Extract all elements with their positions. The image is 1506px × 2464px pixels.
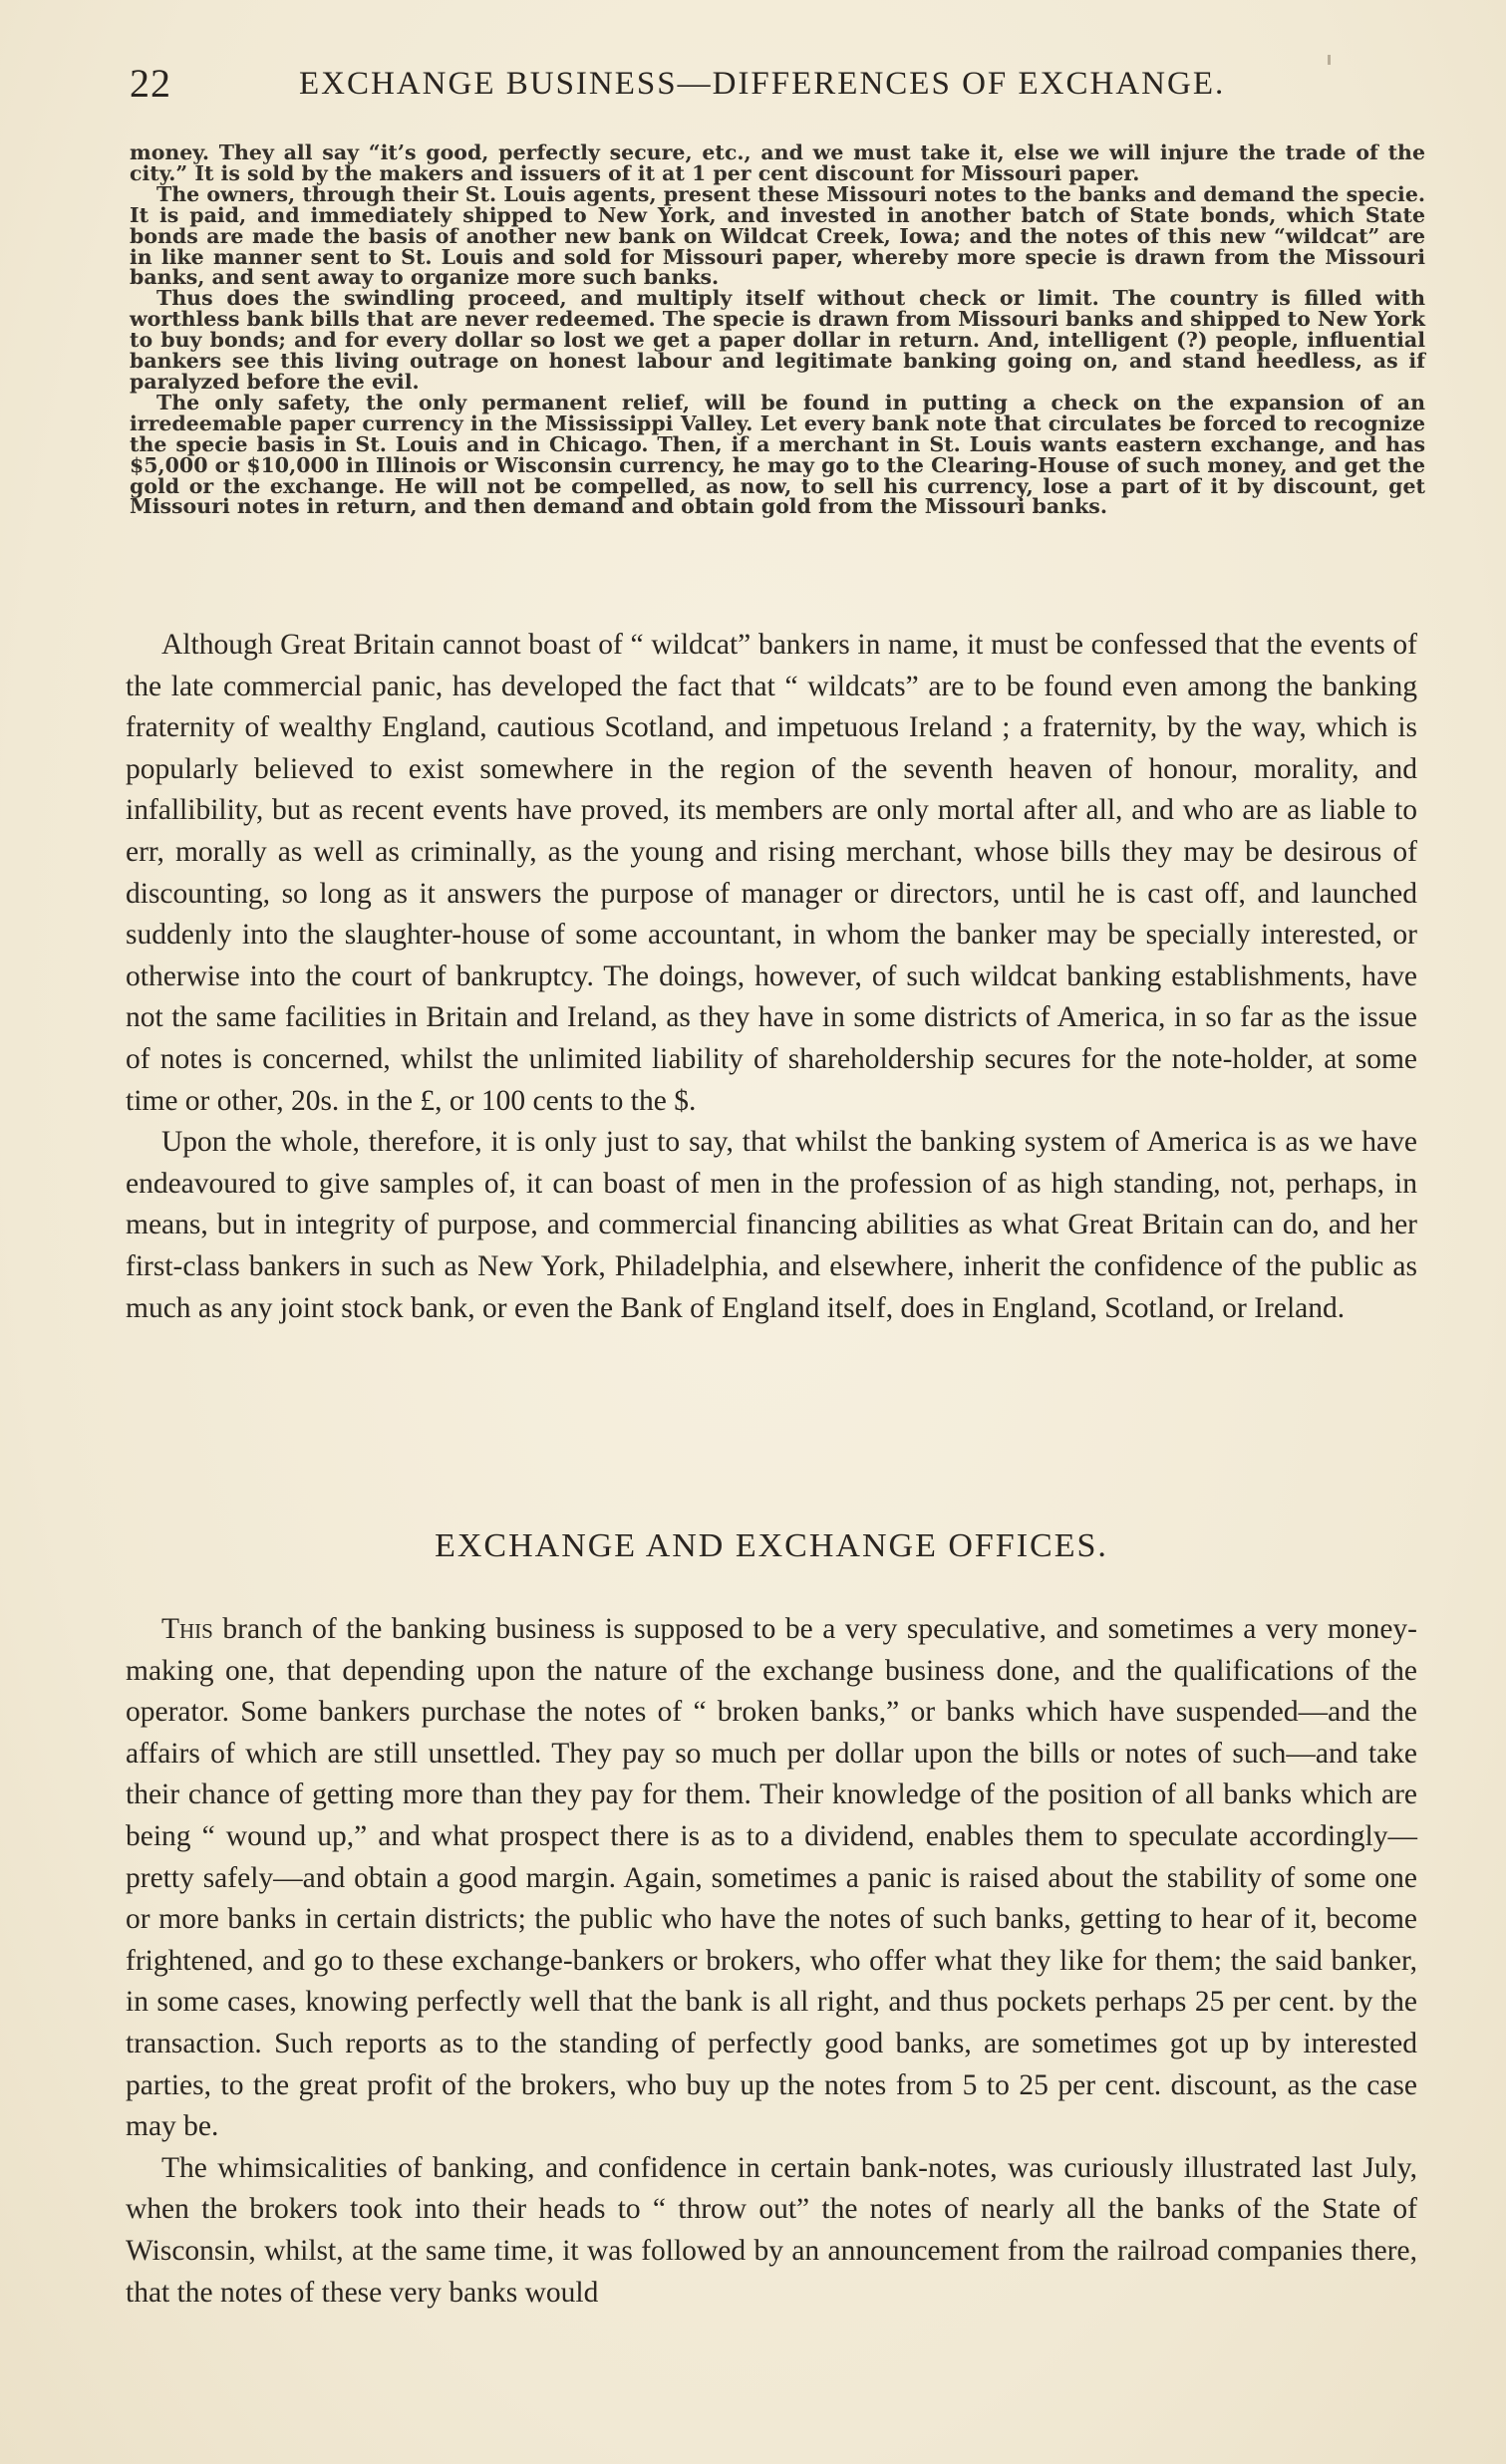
body-paragraph	[126, 2148, 1417, 2314]
small-print-paragraph: Thus does the swindling proceed, and multiply itself without check or limit. The country is filled with worthless bank bills that are never redeemed. The specie is drawn from Missouri banks and shipped to New York to buy bonds; and for every dollar so lost we get a paper dollar in return. And, intelligent (?) people, influential bankers see this living outrage on honest labour and legitimate banking going on, and stand heedless, as if paralyzed before the evil.	[130, 286, 1425, 394]
small-print-paragraph: money. They all say “it’s good, perfectly secure, etc., and we must take it, else we will injure the trade of the city.” It is sold by the makers and issuers of it at 1 per cent discount for Missouri paper.	[130, 140, 1425, 185]
page-number: 22	[130, 61, 171, 106]
paragraph-text: The whimsicalities of banking, and confidence in certain bank-notes, was curiously illustrated last July, when the brokers took into their heads to “ throw out” the notes of nearly all the banks of the State of Wisconsin, whilst, at the same time, it was followed by an announcement from the railroad companies there, that the notes of these very banks would	[126, 2151, 1417, 2309]
section-text	[126, 1609, 1417, 2314]
paragraph-text: branch of the banking business is supposed to be a very speculative, and sometimes a very money-making one, that depending upon the nature of the exchange business done, and the qualifications of the operator. Some bankers purchase the notes of “ broken banks,” or banks which have suspended—and the affairs of which are still unsettled. They pay so much per dollar upon the bills or notes of such—and take their chance of getting more than they pay for them. Their knowledge of the position of all banks which are being “ wound up,” and what prospect there is as to a dividend, enables them to speculate accordingly—pretty safely—and obtain a good margin. Again, sometimes a panic is raised about the stability of some one or more banks in certain districts; the public who have the notes of such banks, getting to hear of it, become frightened, and go to these exchange-bankers or brokers, who offer what they like for them; the said banker, in some cases, knowing perfectly well that the bank is all right, and thus pockets perhaps 25 per cent. by the transaction. Such reports as to the standing of perfectly good banks, are sometimes got up by interested parties, to the great profit of the brokers, who buy up the notes from 5 to 25 per cent. discount, as the case may be.	[126, 1613, 1417, 2143]
body-paragraph: Although Great Britain cannot boast of “ wildcat” bankers in name, it must be confessed that the events of the late commercial panic, has developed the fact that “ wildcats” are to be found even among the banking fraternity of wealthy England, cautious Scotland, and impetuous Ireland ; a fraternity, by the way, which is popularly believed to exist somewhere in the region of the seventh heaven of honour, morality, and infallibility, but as recent events have proved, its members are only mortal after all, and who are as liable to err, morally as well as criminally, as the young and rising merchant, whose bills they may be desirous of discounting, so long as it answers the purpose of manager or directors, until he is cast off, and launched suddenly into the slaughter-house of some accountant, in whom the banker may be specially interested, or otherwise into the court of bankruptcy. The doings, however, of such wildcat banking establishments, have not the same facilities in Britain and Ireland, as they have in some districts of America, in so far as the issue of notes is concerned, whilst the unlimited liability of shareholdership secures for the note-holder, at some time or other, 20s. in the £, or 100 cents to the $.	[126, 629, 1417, 1117]
section-heading: EXCHANGE AND EXCHANGE OFFICES.	[435, 1527, 1108, 1564]
body-paragraph	[126, 1609, 1417, 2148]
small-caps-lead: This	[161, 1613, 213, 1645]
body-paragraph: Upon the whole, therefore, it is only just to say, that whilst the banking system of America is as we have endeavoured to give samples of, it can boast of men in the profession of as high standing, not, perhaps, in means, but in integrity of purpose, and commercial financing abilities as what Great Britain can do, and her first-class bankers in such as New York, Philadelphia, and elsewhere, inherit the confidence of the public as much as any joint stock bank, or even the Bank of England itself, does in England, Scotland, or Ireland.	[126, 1126, 1417, 1324]
quoted-small-print	[130, 142, 1425, 517]
small-print-paragraph: The owners, through their St. Louis agents, present these Missouri notes to the banks and demand the specie. It is paid, and immediately shipped to New York, and invested in another batch of State bonds, which State bonds are made the basis of another new bank on Wildcat Creek, Iowa; and the notes of this new “wildcat” are in like manner sent to St. Louis and sold for Missouri paper, whereby more specie is drawn from the Missouri banks, and sent away to organize more such banks.	[130, 181, 1425, 290]
page-header	[130, 60, 1351, 110]
small-print-paragraph: The only safety, the only permanent relief, will be found in putting a check on the expansion of an irredeemable paper currency in the Mississippi Valley. Let every bank note that circulates be forced to recognize the specie basis in St. Louis and in Chicago. Then, if a merchant in St. Louis wants eastern exchange, and has $5,000 or $10,000 in Illinois or Wisconsin currency, he may go to the Clearing-House of such money, and get the gold or the exchange. He will not be compelled, as now, to sell his currency, lose a part of it by discount, get Missouri notes in return, and then demand and obtain gold from the Missouri banks.	[130, 390, 1425, 519]
main-text	[126, 625, 1417, 1329]
running-head: EXCHANGE BUSINESS—DIFFERENCES OF EXCHANGE.	[299, 66, 1226, 102]
